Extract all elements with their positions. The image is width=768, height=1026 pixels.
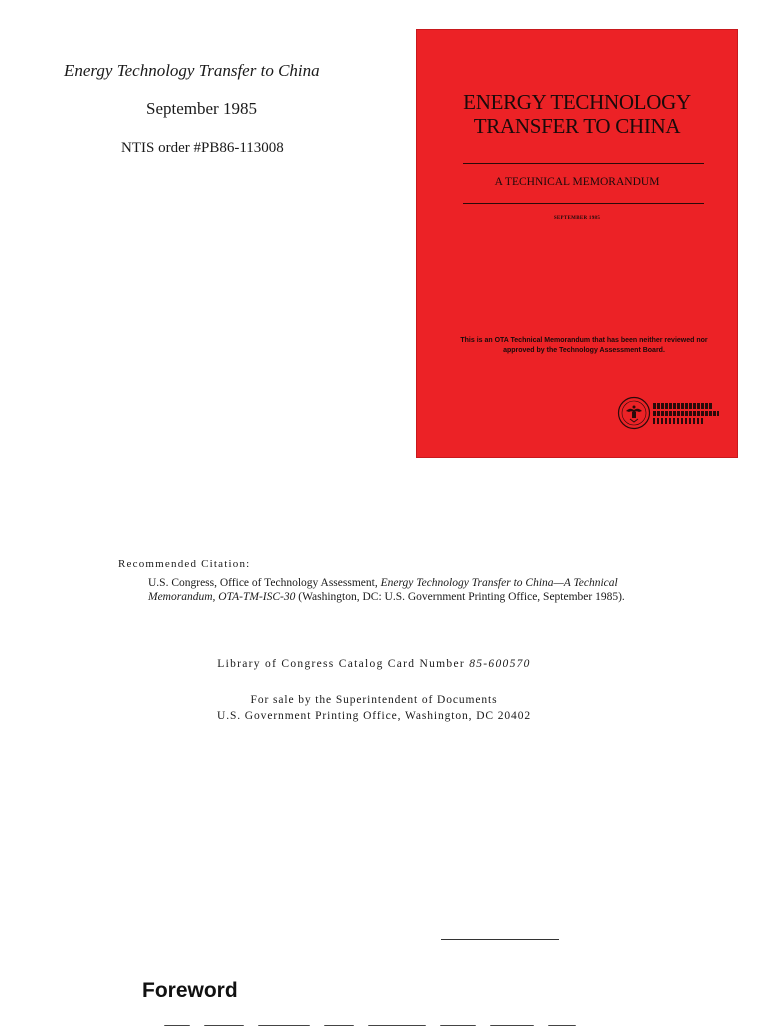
citation-title: Energy Technology Transfer to China—A Technical Memorandum, OTA-TM-ISC-30 (148, 577, 618, 603)
citation-prefix: U.S. Congress, Office of Technology Assessment, (148, 577, 381, 589)
cover-title-line-1: ENERGY TECHNOLOGY (463, 90, 691, 114)
cropped-text-line (164, 1018, 620, 1026)
catalog-card-value: 85-600570 (469, 658, 531, 670)
sale-line-2: U.S. Government Printing Office, Washington, DC 20402 (216, 710, 532, 722)
cover-disclaimer: This is an OTA Technical Memorandum that has been neither reviewed nor approved by the Technology Assessment Board. (460, 337, 708, 354)
citation-text (148, 577, 638, 604)
cover-title-line-2: TRANSFER TO CHINA (473, 114, 681, 138)
cover-image (416, 29, 738, 458)
ntis-order-number: NTIS order #PB86-113008 (121, 140, 284, 156)
sale-line-1: For sale by the Superintendent of Documents (250, 694, 498, 706)
foreword-heading: Foreword (142, 979, 238, 1002)
document-date: September 1985 (146, 99, 257, 118)
cover-title (417, 90, 737, 138)
cover-publisher-block (653, 403, 733, 424)
citation-suffix: (Washington, DC: U.S. Government Printing Office, September 1985). (295, 590, 625, 603)
congress-seal-icon (617, 396, 651, 430)
catalog-card-number (0, 658, 748, 670)
cover-date: SEPTEMBER 1985 (553, 216, 601, 221)
catalog-card-label: Library of Congress Catalog Card Number (217, 658, 470, 670)
document-title: Energy Technology Transfer to China (64, 61, 320, 80)
page-divider (441, 939, 559, 940)
cover-divider (463, 163, 704, 164)
cover-subtitle: A TECHNICAL MEMORANDUM (494, 176, 660, 188)
cover-divider (463, 203, 704, 204)
citation-label: Recommended Citation: (118, 558, 251, 570)
